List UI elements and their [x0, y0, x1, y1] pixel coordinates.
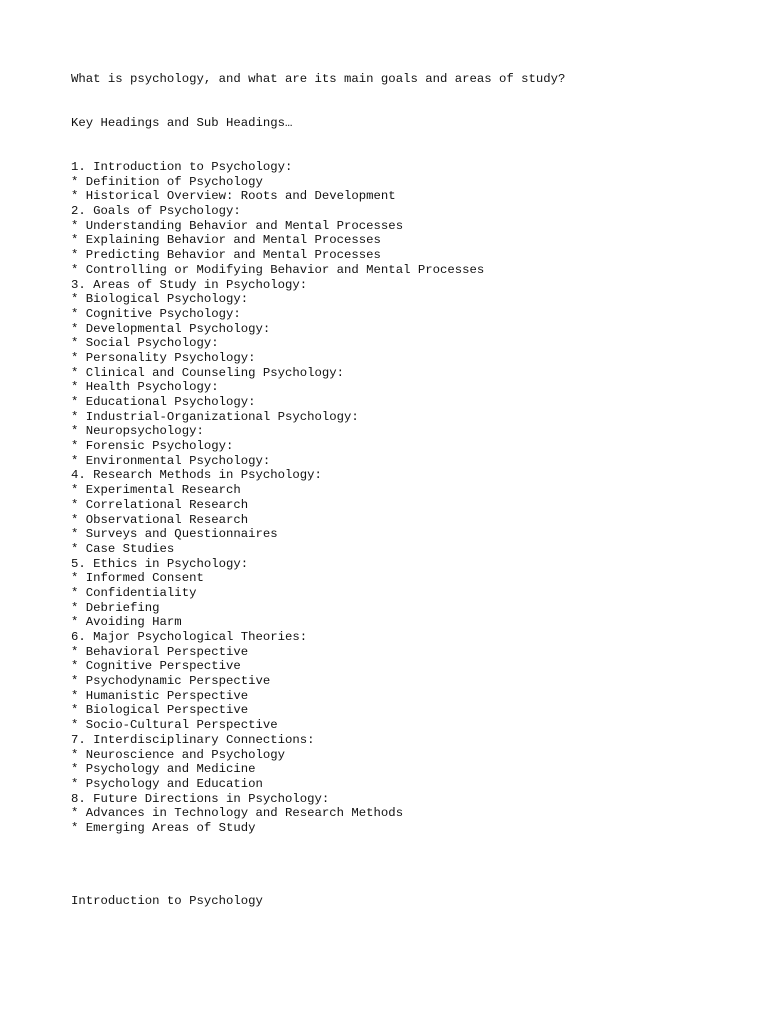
- outline-subitem: * Correlational Research: [71, 497, 249, 512]
- outline-subitem: * Informed Consent: [71, 571, 204, 586]
- section-heading: Introduction to Psychology: [71, 894, 263, 908]
- outline-heading: 8. Future Directions in Psychology:: [71, 791, 330, 806]
- outline-subitem: * Emerging Areas of Study: [71, 820, 256, 835]
- outline-subitem: * Case Studies: [71, 541, 175, 556]
- outline-subitem: * Surveys and Questionnaires: [71, 527, 278, 542]
- outline-heading: 5. Ethics in Psychology:: [71, 556, 249, 571]
- outline-subitem: * Advances in Technology and Research Methods: [71, 806, 404, 821]
- outline-subitem: * Historical Overview: Roots and Development: [71, 189, 396, 204]
- outline-subitem: * Experimental Research: [71, 483, 241, 498]
- outline-subitem: * Predicting Behavior and Mental Processes: [71, 248, 381, 263]
- outline-subitem: * Neuropsychology:: [71, 424, 204, 439]
- outline-subitem: * Cognitive Perspective: [71, 659, 241, 674]
- outline-subitem: * Industrial-Organizational Psychology:: [71, 409, 359, 424]
- outline-heading: 7. Interdisciplinary Connections:: [71, 732, 315, 747]
- outline-heading: 3. Areas of Study in Psychology:: [71, 277, 308, 292]
- outline-subitem: * Neuroscience and Psychology: [71, 747, 286, 762]
- outline-subitem: * Educational Psychology:: [71, 395, 256, 409]
- outline-subitem: * Psychology and Education: [71, 776, 263, 791]
- outline-list: [71, 160, 484, 836]
- outline-subitem: * Controlling or Modifying Behavior and Mental Processes: [71, 262, 485, 277]
- outline-subitem: * Cognitive Psychology:: [71, 306, 241, 321]
- outline-subitem: * Psychology and Medicine: [71, 762, 256, 777]
- outline-heading: 4. Research Methods in Psychology:: [71, 468, 322, 483]
- outline-subitem: * Socio-Cultural Perspective: [71, 718, 278, 733]
- key-headings-label: Key Headings and Sub Headings…: [71, 116, 293, 130]
- outline-subitem: * Biological Perspective: [71, 703, 249, 718]
- outline-subitem: * Forensic Psychology:: [71, 439, 234, 454]
- outline-subitem: * Debriefing: [71, 600, 160, 615]
- outline-subitem: * Biological Psychology:: [71, 292, 249, 307]
- outline-subitem: * Definition of Psychology: [71, 174, 263, 189]
- outline-heading: 2. Goals of Psychology:: [71, 204, 241, 219]
- question-text: What is psychology, and what are its main goals and areas of study?: [71, 72, 566, 86]
- outline-subitem: * Environmental Psychology:: [71, 453, 271, 468]
- outline-subitem: * Personality Psychology:: [71, 350, 256, 365]
- outline-heading: 1. Introduction to Psychology:: [71, 160, 293, 174]
- outline-subitem: * Clinical and Counseling Psychology:: [71, 365, 345, 380]
- outline-subitem: * Health Psychology:: [71, 380, 219, 395]
- outline-subitem: * Behavioral Perspective: [71, 644, 249, 659]
- outline-subitem: * Understanding Behavior and Mental Processes: [71, 218, 404, 233]
- outline-subitem: * Humanistic Perspective: [71, 688, 249, 703]
- outline-subitem: * Social Psychology:: [71, 336, 219, 351]
- outline-heading: 6. Major Psychological Theories:: [71, 630, 308, 644]
- outline-subitem: * Observational Research: [71, 512, 249, 527]
- outline-subitem: * Developmental Psychology:: [71, 321, 271, 336]
- outline-subitem: * Avoiding Harm: [71, 615, 182, 630]
- outline-subitem: * Explaining Behavior and Mental Processes: [71, 233, 381, 248]
- outline-subitem: * Psychodynamic Perspective: [71, 674, 271, 689]
- outline-subitem: * Confidentiality: [71, 585, 197, 600]
